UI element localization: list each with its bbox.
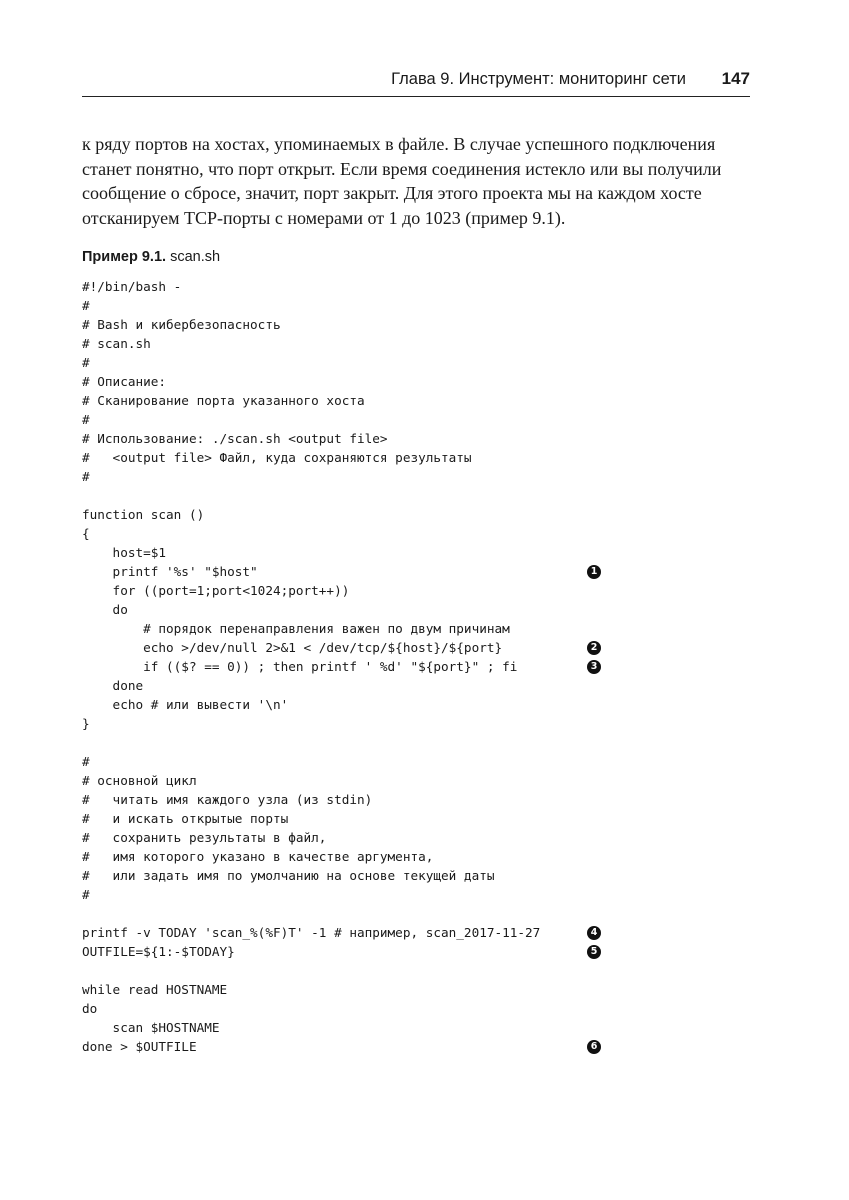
code-line: do bbox=[82, 602, 128, 617]
code-line: # Использование: ./scan.sh <output file> bbox=[82, 431, 388, 446]
code-line: do bbox=[82, 1001, 98, 1016]
code-line: # и искать открытые порты bbox=[82, 811, 289, 826]
code-line: # bbox=[82, 298, 90, 313]
example-caption bbox=[82, 249, 220, 265]
code-line: function scan () bbox=[82, 507, 205, 522]
running-header bbox=[82, 68, 750, 97]
chapter-title: Глава 9. Инструмент: мониторинг сети bbox=[391, 70, 686, 88]
code-line: # порядок перенаправления важен по двум причинам bbox=[82, 621, 510, 636]
body-paragraph bbox=[82, 132, 752, 230]
code-line: { bbox=[82, 526, 90, 541]
code-line: echo # или вывести '\n' bbox=[82, 697, 289, 712]
code-line: # читать имя каждого узла (из stdin) bbox=[82, 792, 373, 807]
callout-marker: 3 bbox=[587, 660, 601, 674]
code-line: } bbox=[82, 716, 90, 731]
code-line: echo >/dev/null 2>&1 < /dev/tcp/${host}/${port} bbox=[82, 640, 503, 655]
code-line: OUTFILE=${1:-$TODAY} bbox=[82, 944, 235, 959]
example-filename: scan.sh bbox=[170, 249, 221, 265]
example-label: Пример 9.1. bbox=[82, 249, 167, 265]
code-line: printf '%s' "$host" bbox=[82, 564, 258, 579]
callout-marker: 5 bbox=[587, 945, 601, 959]
paragraph-line: сообщение о сбросе, значит, порт закрыт. Для этого проекта мы на каждом хосте bbox=[82, 183, 702, 203]
code-line: printf -v TODAY 'scan_%(%F)T' -1 # например, scan_2017-11-27 bbox=[82, 925, 541, 940]
code-line: # bbox=[82, 355, 90, 370]
code-line: host=$1 bbox=[82, 545, 167, 560]
callout-marker: 6 bbox=[587, 1040, 601, 1054]
code-line: while read HOSTNAME bbox=[82, 982, 228, 997]
paragraph-line: станет понятно, что порт открыт. Если время соединения истекло или вы получили bbox=[82, 158, 722, 179]
code-line: # bbox=[82, 754, 90, 769]
code-line bbox=[82, 486, 622, 505]
code-line: # bbox=[82, 469, 90, 484]
code-line: # сохранить результаты в файл, bbox=[82, 830, 327, 845]
code-line bbox=[82, 733, 622, 752]
callout-marker: 4 bbox=[587, 926, 601, 940]
code-line bbox=[82, 904, 622, 923]
code-line: #!/bin/bash - bbox=[82, 279, 182, 294]
code-line: # или задать имя по умолчанию на основе текущей даты bbox=[82, 868, 495, 883]
code-line: # Описание: bbox=[82, 374, 167, 389]
code-line: if (($? == 0)) ; then printf ' %d' "${port}" ; fi bbox=[82, 659, 518, 674]
page-number: 147 bbox=[721, 69, 750, 88]
paragraph-line: к ряду портов на хостах, упоминаемых в файле. В случае успешного подключения bbox=[82, 134, 716, 154]
code-line: # bbox=[82, 887, 90, 902]
code-line: # <output file> Файл, куда сохраняются результаты bbox=[82, 450, 472, 465]
code-line: for ((port=1;port<1024;port++)) bbox=[82, 583, 350, 598]
callout-marker: 2 bbox=[587, 641, 601, 655]
callout-marker: 1 bbox=[587, 565, 601, 579]
code-line bbox=[82, 961, 622, 980]
code-line: # Сканирование порта указанного хоста bbox=[82, 393, 365, 408]
code-line: # Bash и кибербезопасность bbox=[82, 317, 281, 332]
code-line: # bbox=[82, 412, 90, 427]
code-line: # scan.sh bbox=[82, 336, 151, 351]
code-line: done bbox=[82, 678, 144, 693]
code-line: # имя которого указано в качестве аргумента, bbox=[82, 849, 434, 864]
code-line: done > $OUTFILE bbox=[82, 1039, 197, 1054]
code-line: # основной цикл bbox=[82, 773, 197, 788]
code-line: scan $HOSTNAME bbox=[82, 1020, 220, 1035]
code-listing bbox=[82, 277, 622, 1056]
paragraph-line: отсканируем TCP-порты с номерами от 1 до 1023 (пример 9.1). bbox=[82, 207, 566, 228]
